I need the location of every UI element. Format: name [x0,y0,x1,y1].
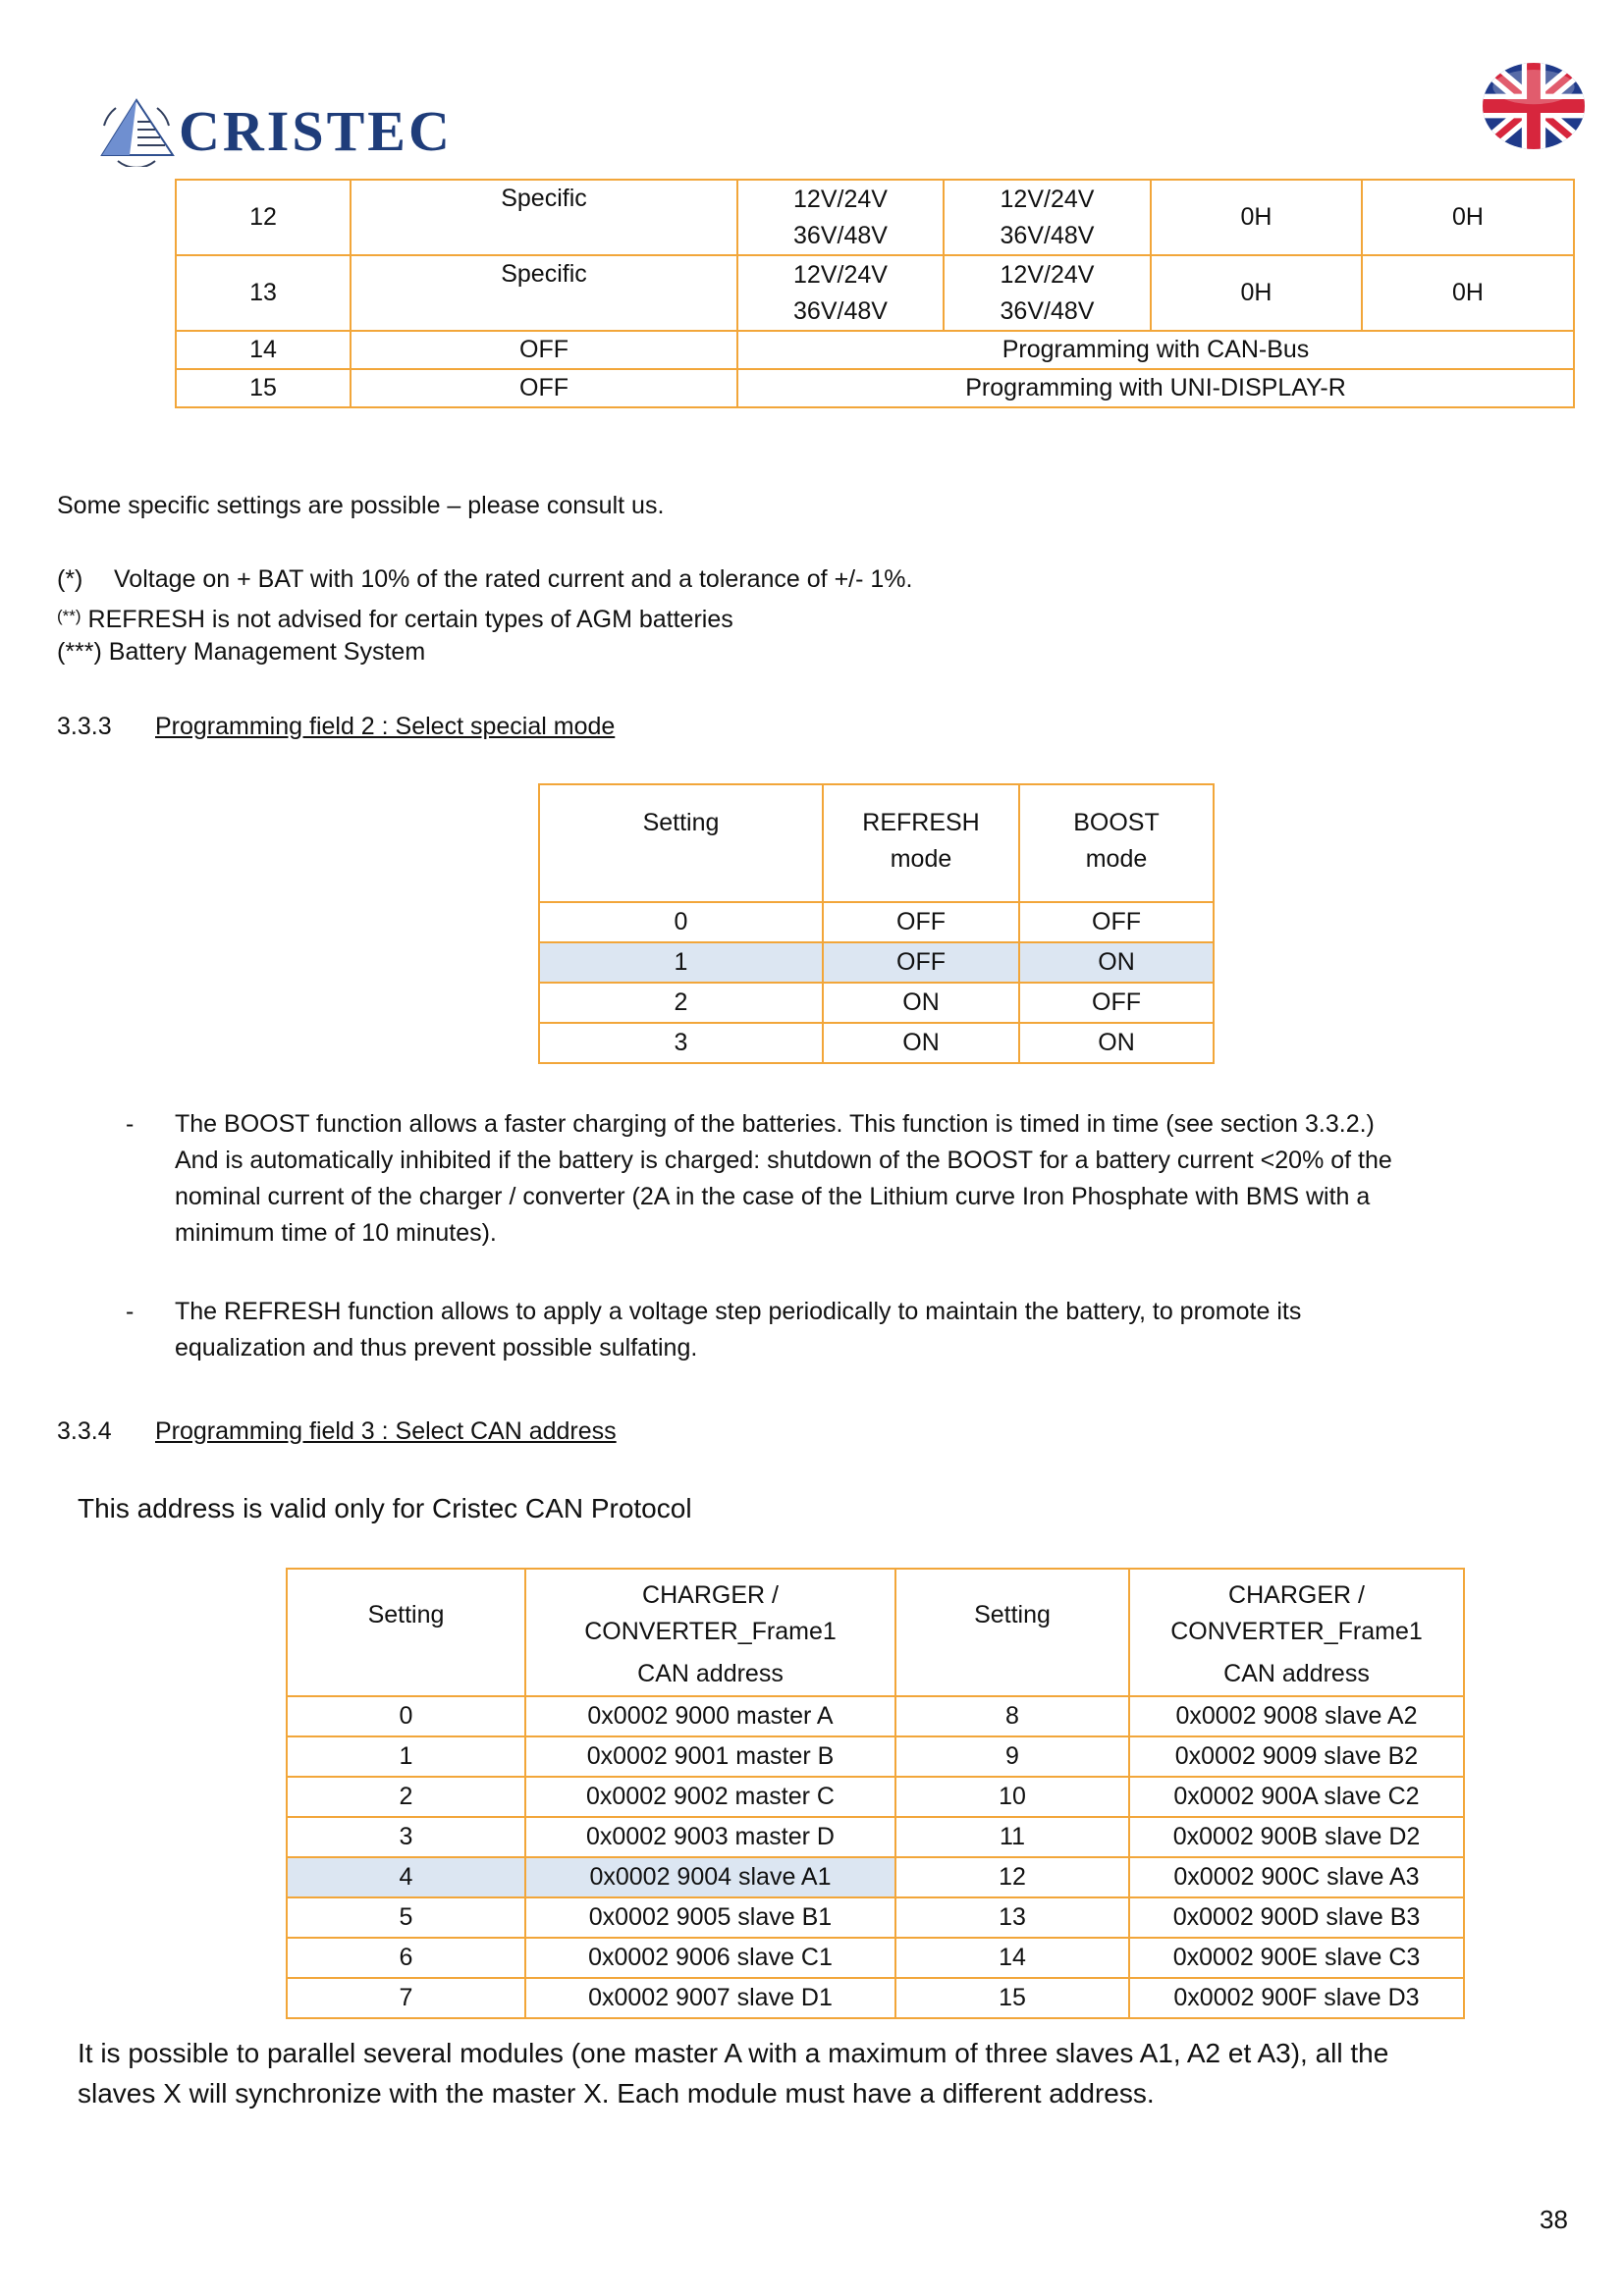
address-cell: 0x0002 900A slave C2 [1129,1777,1464,1817]
section-number: 3.3.3 [57,713,112,740]
header-boost: BOOST mode [1019,784,1214,902]
table-row [176,255,1574,331]
setting-cell: 1 [539,942,823,983]
logo-text: CRISTEC [179,99,453,163]
table-row [539,1023,1214,1063]
refresh-cell: OFF [823,942,1019,983]
voltage-cell: 12V/24V 36V/48V [944,180,1151,255]
refresh-cell: ON [823,983,1019,1023]
table-row [539,983,1214,1023]
table-row [287,1696,1464,1736]
parallel-modules-note: It is possible to parallel several modules (one master A with a maximum of three slaves A1, A2 et A3), all the slaves X will synchronize with the master X. Each module must have a different address. [78,2038,1389,2109]
setting-cell: 1 [287,1736,525,1777]
address-cell: 0x0002 9005 slave B1 [525,1897,895,1938]
setting-cell: 8 [895,1696,1129,1736]
mode-cell: Specific [351,255,737,331]
setting-cell-highlighted: 4 [287,1857,525,1897]
time-cell: 0H [1362,255,1574,331]
setting-cell: 13 [176,255,351,331]
setting-cell: 14 [176,331,351,369]
time-cell: 0H [1362,180,1574,255]
table-row [287,1817,1464,1857]
setting-cell: 2 [287,1777,525,1817]
header-setting: Setting [895,1569,1129,1696]
address-cell: 0x0002 9003 master D [525,1817,895,1857]
address-cell: 0x0002 9009 slave B2 [1129,1736,1464,1777]
page-number: 38 [1540,2205,1568,2234]
refresh-cell: OFF [823,902,1019,942]
voltage-cell: 12V/24V 36V/48V [737,180,944,255]
bullet-dash: - [126,1298,135,1325]
setting-cell: 3 [287,1817,525,1857]
header-refresh: REFRESH mode [823,784,1019,902]
table-row [287,1736,1464,1777]
address-cell: 0x0002 9008 slave A2 [1129,1696,1464,1736]
address-cell: 0x0002 9001 master B [525,1736,895,1777]
setting-cell: 9 [895,1736,1129,1777]
setting-cell: 15 [895,1978,1129,2018]
table-row [287,1777,1464,1817]
setting-cell: 2 [539,983,823,1023]
section-title: Programming field 3 : Select CAN address [155,1417,617,1445]
consult-note: Some specific settings are possible – please consult us. [57,492,665,519]
table-row [176,180,1574,255]
boost-cell: ON [1019,942,1214,983]
boost-cell: OFF [1019,902,1214,942]
curve-settings-table [175,179,1575,408]
section-title: Programming field 2 : Select special mode [155,713,616,740]
table-row [176,369,1574,407]
header-can-address: CHARGER / CONVERTER_Frame1 CAN address [1129,1569,1464,1696]
bullet-dash: - [126,1110,135,1138]
can-intro: This address is valid only for Cristec CAN Protocol [78,1493,692,1523]
voltage-cell: 12V/24V 36V/48V [737,255,944,331]
section-number: 3.3.4 [57,1417,112,1445]
table-row [287,1857,1464,1897]
boost-description: The BOOST function allows a faster charging of the batteries. This function is timed in time (see section 3.3.2.) And is automatically inhibited if the battery is charged: shutdown of the BOOST for a battery current <20% of the nominal current of the charger / converter (2A in the case of the Lithium curve Iron Phosphate with BMS with a minimum time of 10 minutes). [175,1110,1392,1247]
special-mode-table [538,783,1215,1064]
address-cell-highlighted: 0x0002 9004 slave A1 [525,1857,895,1897]
setting-cell: 5 [287,1897,525,1938]
time-cell: 0H [1151,255,1362,331]
uk-flag-icon[interactable] [1483,63,1585,149]
setting-cell: 12 [895,1857,1129,1897]
address-cell: 0x0002 900B slave D2 [1129,1817,1464,1857]
header-setting: Setting [287,1569,525,1696]
section-heading-334 [57,1414,617,1450]
setting-cell: 12 [176,180,351,255]
setting-cell: 10 [895,1777,1129,1817]
refresh-cell: ON [823,1023,1019,1063]
setting-cell: 14 [895,1938,1129,1978]
table-row [287,1978,1464,2018]
time-cell: 0H [1151,180,1362,255]
table-row [176,331,1574,369]
setting-cell: 15 [176,369,351,407]
voltage-cell: 12V/24V 36V/48V [944,255,1151,331]
table-row [539,902,1214,942]
setting-cell: 3 [539,1023,823,1063]
footnote-3: (***) Battery Management System [57,638,426,666]
address-cell: 0x0002 900D slave B3 [1129,1897,1464,1938]
address-cell: 0x0002 900C slave A3 [1129,1857,1464,1897]
setting-cell: 0 [287,1696,525,1736]
section-heading-333 [57,709,615,745]
address-cell: 0x0002 900F slave D3 [1129,1978,1464,2018]
footnote-2: (**) REFRESH is not advised for certain types of AGM batteries [57,606,733,633]
header-setting: Setting [539,784,823,902]
setting-cell: 6 [287,1938,525,1978]
boost-cell: OFF [1019,983,1214,1023]
cristec-logo [96,96,453,167]
address-cell: 0x0002 9000 master A [525,1696,895,1736]
address-cell: 0x0002 9002 master C [525,1777,895,1817]
address-cell: 0x0002 900E slave C3 [1129,1938,1464,1978]
setting-cell: 7 [287,1978,525,2018]
address-cell: 0x0002 9006 slave C1 [525,1938,895,1978]
table-header-row [539,784,1214,902]
can-address-table [286,1568,1465,2019]
merged-cell: Programming with UNI-DISPLAY-R [737,369,1574,407]
table-header-row [287,1569,1464,1696]
boost-cell: ON [1019,1023,1214,1063]
setting-cell: 11 [895,1817,1129,1857]
table-row [287,1938,1464,1978]
merged-cell: Programming with CAN-Bus [737,331,1574,369]
mode-cell: OFF [351,331,737,369]
pyramid-logo-icon [96,96,177,167]
mode-cell: OFF [351,369,737,407]
mode-cell: Specific [351,180,737,255]
table-row [287,1897,1464,1938]
footnote-1: (*) Voltage on + BAT with 10% of the rated current and a tolerance of +/- 1%. [57,565,913,593]
header-can-address: CHARGER / CONVERTER_Frame1 CAN address [525,1569,895,1696]
table-row-highlighted [539,942,1214,983]
address-cell: 0x0002 9007 slave D1 [525,1978,895,2018]
refresh-description: The REFRESH function allows to apply a voltage step periodically to maintain the battery, to promote its equalization and thus prevent possible sulfating. [175,1298,1302,1362]
setting-cell: 13 [895,1897,1129,1938]
setting-cell: 0 [539,902,823,942]
